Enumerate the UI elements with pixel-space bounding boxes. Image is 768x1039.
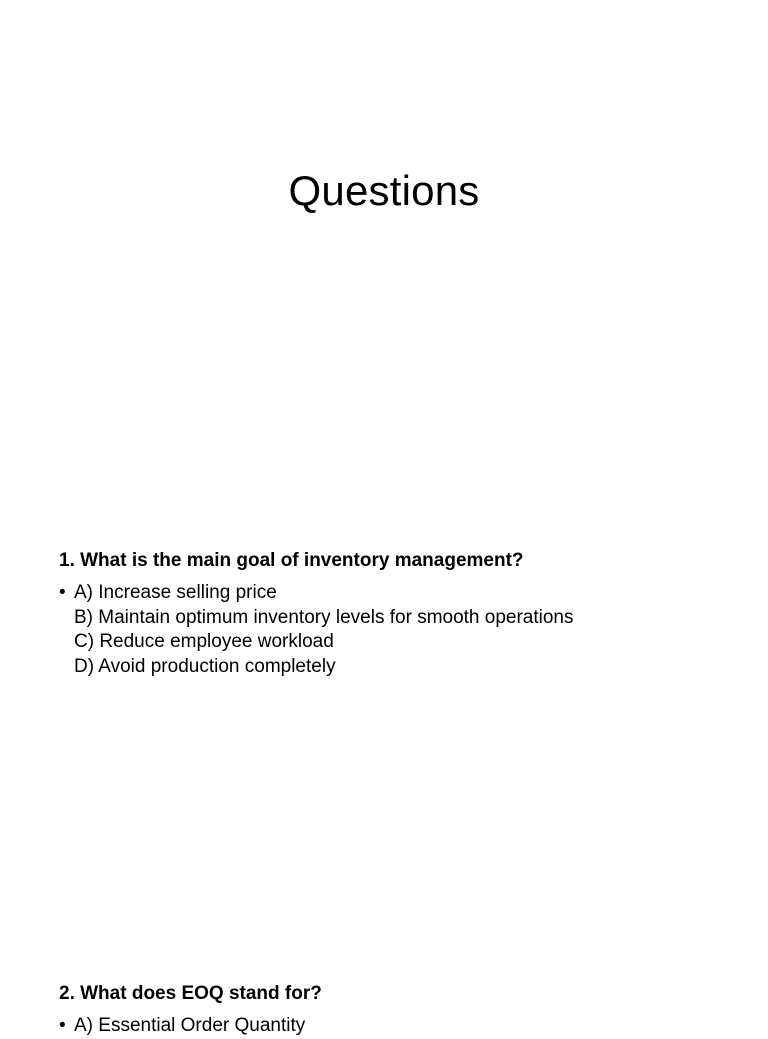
bullet-icon: • [59, 582, 66, 603]
question-1 [59, 547, 739, 679]
bullet-icon: • [59, 1015, 66, 1036]
options-list [59, 581, 739, 679]
question-heading: 1. What is the main goal of inventory management? [59, 550, 524, 571]
option-a: A) Increase selling price [74, 582, 277, 603]
option-a: A) Essential Order Quantity [74, 1015, 306, 1036]
option-b: B) Maintain optimum inventory levels for smooth operations [74, 606, 574, 628]
options-list [59, 1014, 739, 1039]
question-2 [59, 980, 739, 1039]
option-d: D) Avoid production completely [74, 655, 336, 677]
option-c: C) Reduce employee workload [74, 631, 334, 652]
question-heading: 2. What does EOQ stand for? [59, 983, 322, 1004]
slide-title: Questions [288, 167, 480, 214]
